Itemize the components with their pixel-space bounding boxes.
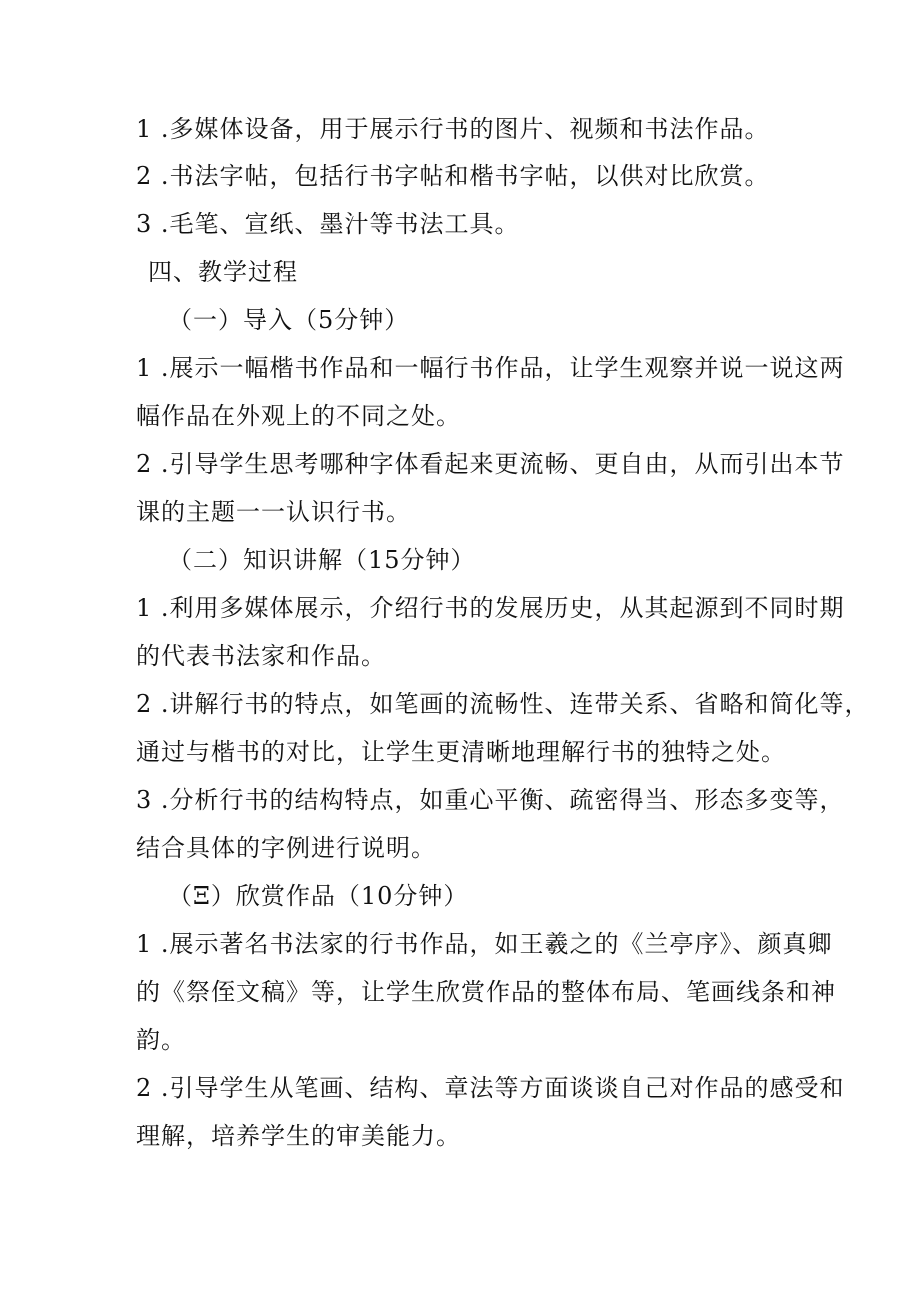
list-item: 1 .展示著名书法家的行书作品，如王羲之的《兰亭序》、颜真卿	[136, 930, 833, 958]
list-item: 3 .毛笔、宣纸、墨汁等书法工具。	[136, 210, 520, 238]
section-heading: 四、教学过程	[148, 258, 298, 286]
list-item-continuation: 课的主题一一认识行书。	[136, 498, 411, 526]
list-item: 2 .讲解行书的特点，如笔画的流畅性、连带关系、省略和简化等，	[136, 690, 870, 718]
list-item-continuation: 韵。	[136, 1026, 186, 1054]
subsection-heading: （二）知识讲解（15分钟）	[168, 546, 476, 574]
list-item-continuation: 的《祭侄文稿》等，让学生欣赏作品的整体布局、笔画线条和神	[136, 978, 836, 1006]
list-item-continuation: 通过与楷书的对比，让学生更清晰地理解行书的独特之处。	[136, 738, 786, 766]
subsection-heading: （一）导入（5分钟）	[168, 306, 410, 334]
list-item-continuation: 理解，培养学生的审美能力。	[136, 1122, 461, 1150]
list-item: 2 .引导学生从笔画、结构、章法等方面谈谈自己对作品的感受和	[136, 1074, 845, 1102]
list-item: 2 .引导学生思考哪种字体看起来更流畅、更自由，从而引出本节	[136, 450, 845, 478]
list-item-continuation: 幅作品在外观上的不同之处。	[136, 402, 461, 430]
list-item: 3 .分析行书的结构特点，如重心平衡、疏密得当、形态多变等，	[136, 786, 845, 814]
list-item: 1 .利用多媒体展示，介绍行书的发展历史，从其起源到不同时期	[136, 594, 845, 622]
list-item: 1 .多媒体设备，用于展示行书的图片、视频和书法作品。	[136, 115, 770, 143]
list-item: 2 .书法字帖，包括行书字帖和楷书字帖，以供对比欣赏。	[136, 162, 770, 190]
list-item-continuation: 结合具体的字例进行说明。	[136, 834, 436, 862]
subsection-heading: （Ξ）欣赏作品（10分钟）	[168, 882, 469, 910]
list-item: 1 .展示一幅楷书作品和一幅行书作品，让学生观察并说一说这两	[136, 354, 845, 382]
list-item-continuation: 的代表书法家和作品。	[136, 642, 386, 670]
